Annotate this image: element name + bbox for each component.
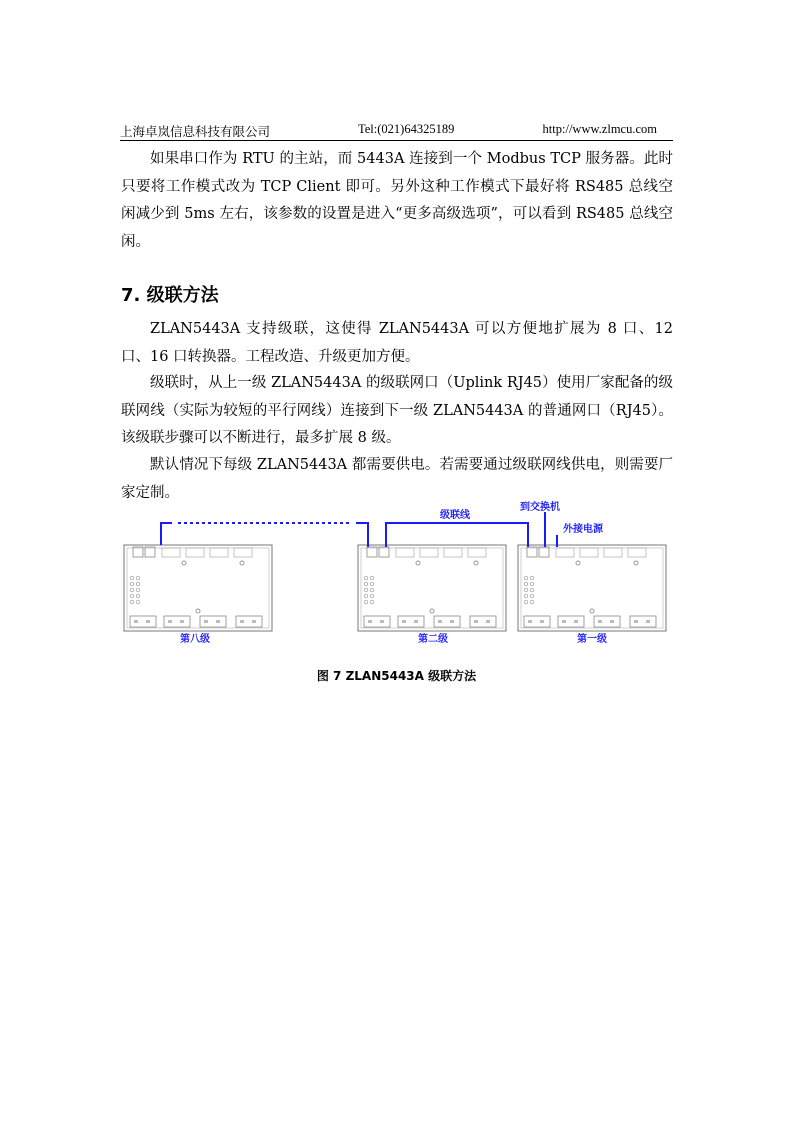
label-to-switch: 到交换机 bbox=[520, 502, 560, 513]
paragraph-cascade-steps: 级联时，从上一级 ZLAN5443A 的级联网口（Uplink RJ45）使用厂家配备的级联网线（实际为较短的平行网线）连接到下一级 ZLAN5443A 的普通网口（RJ45）。该级联步骤可以不断进行，最多扩展 8 级。 bbox=[121, 375, 673, 446]
figure-labels bbox=[180, 500, 607, 645]
header-company: 上海卓岚信息科技有限公司 bbox=[120, 124, 271, 139]
header-tel: Tel:(021)64325189 bbox=[358, 122, 455, 136]
paragraph-power: 默认情况下每级 ZLAN5443A 都需要供电。若需要通过级联网线供电，则需要厂家定制。 bbox=[121, 457, 673, 501]
paragraph-cascade-support: ZLAN5443A 支持级联，这使得 ZLAN5443A 可以方便地扩展为 8 口、12 口、16 口转换器。工程改造、升级更加方便。 bbox=[121, 321, 673, 365]
label-external-power: 外接电源 bbox=[563, 524, 603, 535]
device-level-1 bbox=[518, 545, 666, 631]
figure-caption bbox=[0, 667, 793, 684]
section-title: 7. 级联方法 bbox=[121, 285, 219, 306]
device-level-2 bbox=[358, 545, 506, 631]
paragraph-rtu-master: 如果串口作为 RTU 的主站，而 5443A 连接到一个 Modbus TCP 服务器。此时只要将工作模式改为 TCP Client 即可。另外这种工作模式下最好将 RS485 总线空闲减少到 5ms 左右，该参数的设置是进入“更多高级选项”，可以看到 RS485 总线空闲。 bbox=[121, 151, 673, 250]
label-level-8: 第八级 bbox=[180, 634, 210, 645]
device-level-8 bbox=[124, 545, 272, 631]
label-level-1: 第一级 bbox=[577, 634, 607, 645]
page-header bbox=[120, 120, 673, 141]
label-cascade-cable: 级联线 bbox=[440, 510, 470, 521]
header-url: http://www.zlmcu.com bbox=[542, 122, 657, 136]
label-level-2: 第二级 bbox=[418, 634, 448, 645]
cascade-cables bbox=[161, 512, 557, 547]
figure-caption-text: 图 7 ZLAN5443A 级联方法 bbox=[316, 669, 477, 683]
